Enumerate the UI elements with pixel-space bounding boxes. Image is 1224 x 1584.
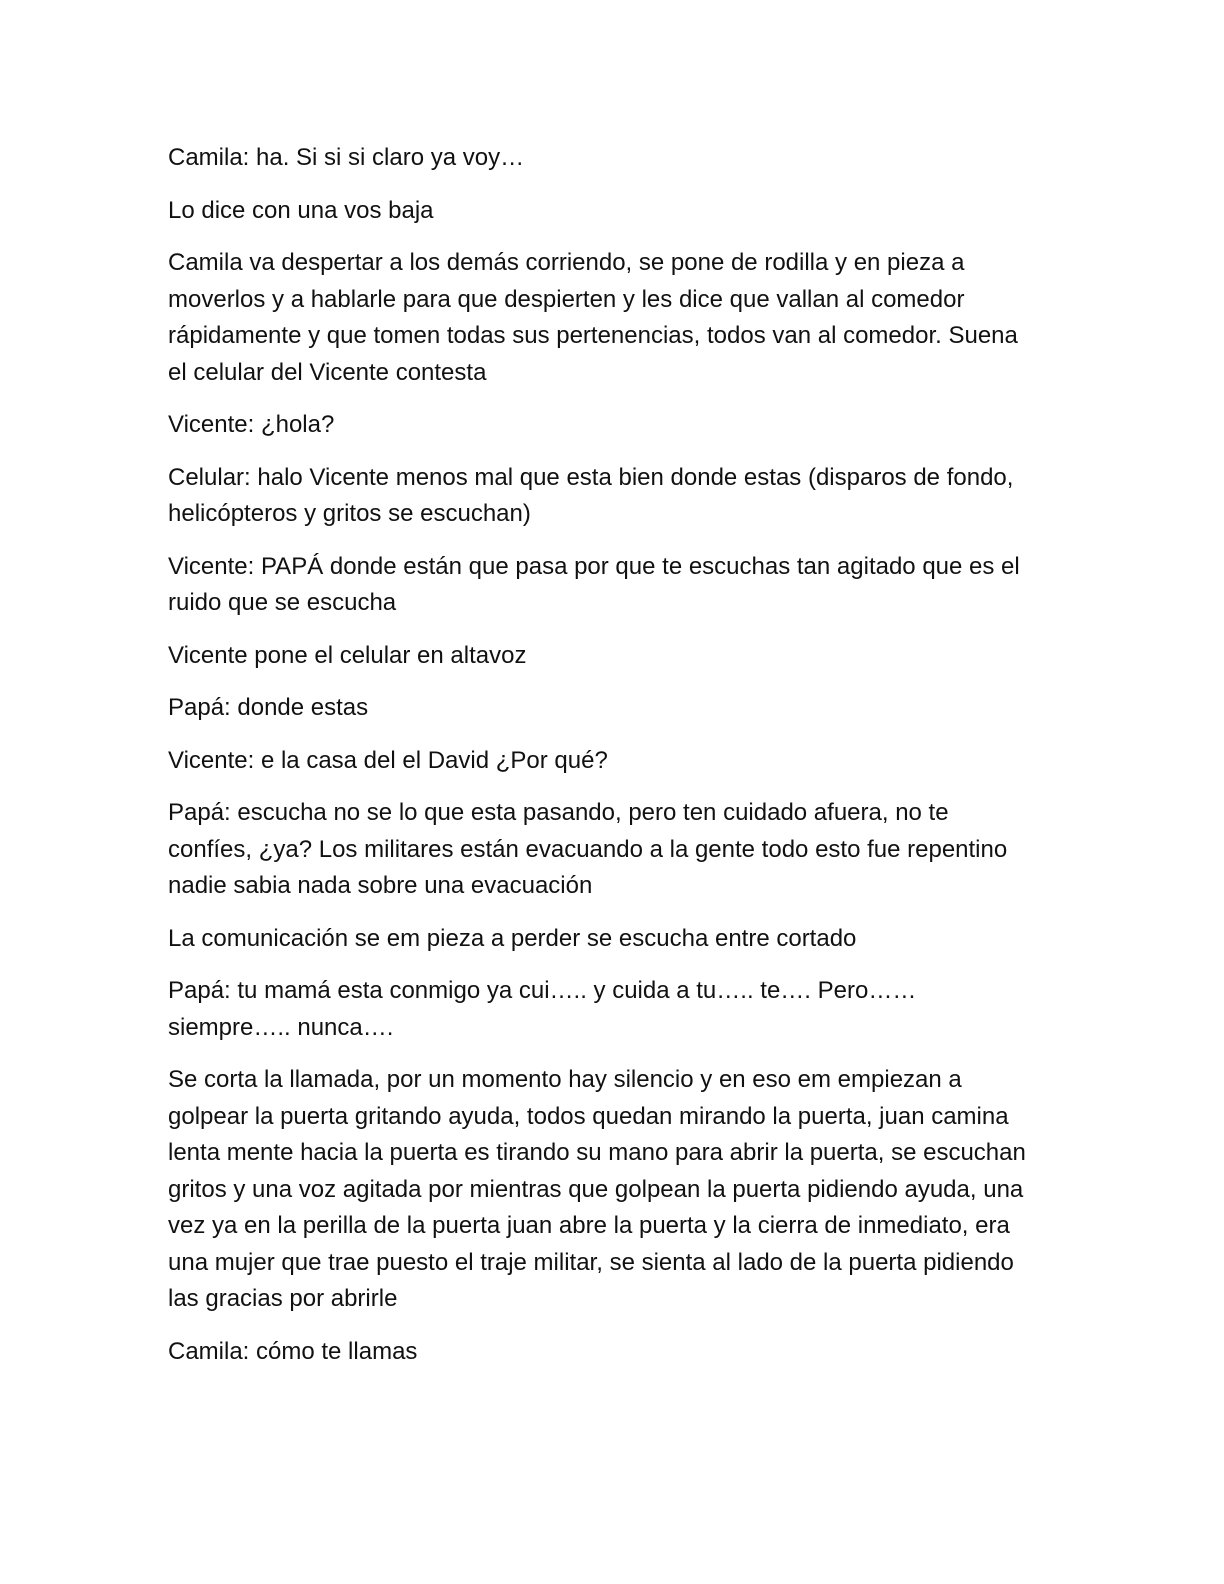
paragraph-9: Vicente: e la casa del el David ¿Por qué? <box>168 746 608 774</box>
paragraph-14: Camila: cómo te llamas <box>168 1337 418 1365</box>
paragraph-12: Papá: tu mamá esta conmigo ya cui….. y cuida a tu….. te…. Pero…… siempre….. nunca…. <box>168 977 917 1041</box>
paragraph-8: Papá: donde estas <box>168 694 369 721</box>
paragraph-7: Vicente pone el celular en altavoz <box>168 641 527 669</box>
paragraph-5: Celular: halo Vicente menos mal que esta bien donde estas (disparos de fondo, helicópteros y gritos se escuchan) <box>168 463 1014 527</box>
paragraph-4: Vicente: ¿hola? <box>168 411 335 438</box>
paragraph-13: Se corta la llamada, por un momento hay silencio y en eso em empiezan a golpear la puerta gritando ayuda, todos quedan mirando la puerta, juan camina lenta mente hacia la puerta es tirando su mano para abrir la puerta, se escuchan gritos y una voz agitada por mientras que golpean la puerta pidiendo ayuda, una vez ya en la perilla de la puerta juan abre la puerta y la cierra de inmediato, era una mujer que trae puesto el traje militar, se sienta al lado de la puerta pidiendo las gracias por abrirle <box>168 1066 1026 1312</box>
paragraph-1: Camila: ha. Si si si claro ya voy… <box>168 144 525 171</box>
paragraph-10: Papá: escucha no se lo que esta pasando, pero ten cuidado afuera, no te confíes, ¿ya? Los militares están evacuando a la gente todo esto fue repentino nadie sabia nada sobre una evacuación <box>168 799 1008 899</box>
document-page <box>168 140 1038 1386</box>
paragraph-6: Vicente: PAPÁ donde están que pasa por que te escuchas tan agitado que es el ruido que se escucha <box>168 552 1020 616</box>
paragraph-11: La comunicación se em pieza a perder se escucha entre cortado <box>168 924 857 952</box>
paragraph-3: Camila va despertar a los demás corriendo, se pone de rodilla y en pieza a moverlos y a hablarle para que despierten y les dice que vallan al comedor rápidamente y que tomen todas sus pertenencias, todos van al comedor. Suena el celular del Vicente contesta <box>168 249 1018 386</box>
paragraph-2: Lo dice con una vos baja <box>168 196 434 224</box>
